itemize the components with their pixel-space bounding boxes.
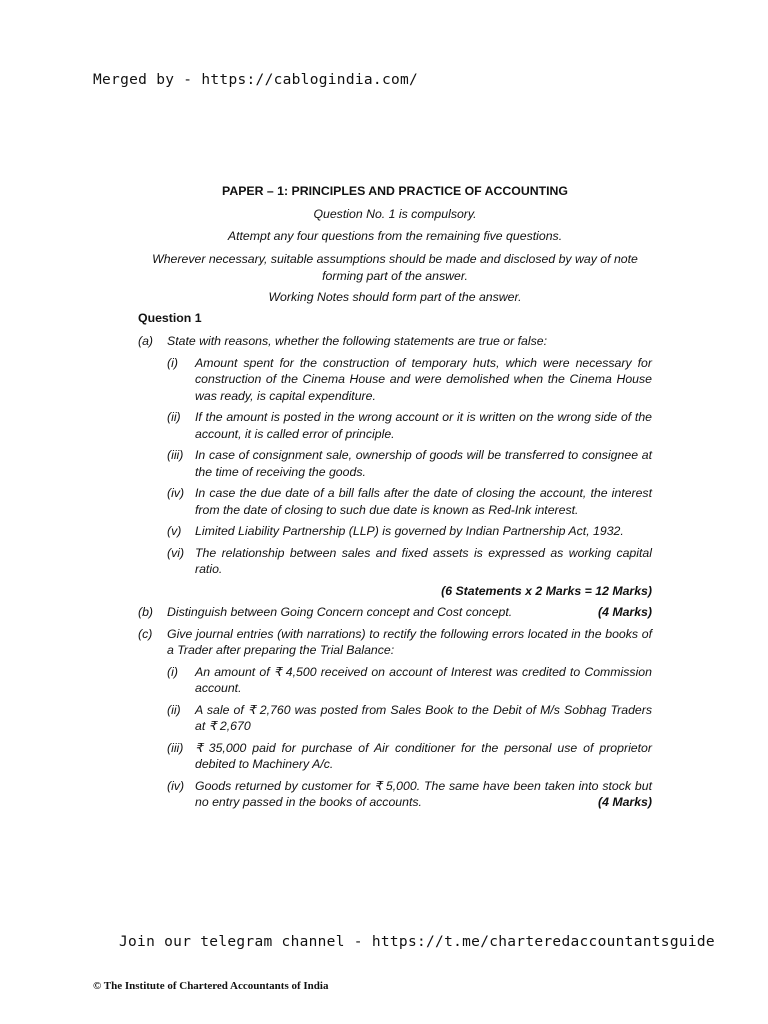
instruction-compulsory: Question No. 1 is compulsory. [313,207,477,221]
item-text: Limited Liability Partnership (LLP) is governed by Indian Partnership Act, 1932. [195,524,624,538]
merged-by-header: Merged by - https://cablogindia.com/ [93,72,419,88]
item-text: In case the due date of a bill falls after the date of closing the account, the interest from the date of closing to such due date is known as Red-Ink interest. [195,486,652,517]
paper-title: PAPER – 1: PRINCIPLES AND PRACTICE OF ACCOUNTING [222,184,568,198]
item-text: An amount of ₹ 4,500 received on account of Interest was credited to Commission account. [195,664,652,695]
item-label: (iii) [167,448,184,462]
part-b [138,604,652,621]
part-a [138,333,652,350]
statement-item [167,447,652,480]
question-heading: Question 1 [138,311,202,325]
item-text-wrap [195,778,652,811]
item-label: (iv) [167,778,185,793]
error-item [167,778,652,811]
part-text-wrap [167,604,652,621]
item-label: (i) [167,664,178,679]
item-label: (iii) [167,740,184,755]
item-text: A sale of ₹ 2,760 was posted from Sales Book to the Debit of M/s Sobhag Traders at ₹ 2,670 [195,702,652,733]
item-text: The relationship between sales and fixed assets is expressed as working capital ratio. [195,545,652,576]
item-label: (vi) [167,545,185,560]
part-label: (a) [138,334,154,348]
statement-item [167,485,652,518]
instruction-working-notes: Working Notes should form part of the answer. [268,290,522,304]
instruction-attempt: Attempt any four questions from the remaining five questions. [227,229,563,243]
part-label: (c) [138,626,153,641]
item-text: In case of consignment sale, ownership of goods will be transferred to consignee at the time of receiving the goods. [195,448,652,479]
part-b-marks: (4 Marks) [598,605,652,619]
part-c-marks: (4 Marks) [598,795,652,809]
item-label: (ii) [167,410,181,424]
error-item [167,702,652,735]
question-body [138,333,652,816]
item-label: (ii) [167,702,181,717]
part-a-marks: (6 Statements x 2 Marks = 12 Marks) [441,583,652,598]
error-item [167,740,652,773]
instruction-assumptions: Wherever necessary, suitable assumptions should be made and disclosed by way of note forming part of the answer. [152,252,638,283]
statement-item [167,409,652,442]
item-text: Amount spent for the construction of temporary huts, which were necessary for construction of the Cinema House and were demolished when the Cinema House was ready, is capital expenditure. [195,355,652,403]
error-item [167,664,652,697]
item-label: (v) [167,524,182,538]
item-label: (i) [167,355,178,370]
part-text: Give journal entries (with narrations) to rectify the following errors located in the books of a Trader after preparing the Trial Balance: [167,626,652,657]
part-c [138,626,652,659]
item-text: ₹ 35,000 paid for purchase of Air conditioner for the personal use of proprietor debited to Machinery A/c. [195,740,652,771]
statement-item [167,545,652,578]
statement-item [167,355,652,405]
item-label: (iv) [167,486,185,500]
telegram-footer: Join our telegram channel - https://t.me/charteredaccountantsguide [119,934,715,950]
part-text: Distinguish between Going Concern concept and Cost concept. [167,605,513,619]
item-text: If the amount is posted in the wrong account or it is written on the wrong side of the account, it is called error of principle. [195,410,652,441]
part-label: (b) [138,605,154,619]
copyright-footer: © The Institute of Chartered Accountants of India [93,980,329,992]
item-text: Goods returned by customer for ₹ 5,000. The same have been taken into stock but no entry passed in the books of accounts. [195,778,652,809]
statement-item [167,523,652,540]
part-text: State with reasons, whether the following statements are true or false: [167,334,548,348]
